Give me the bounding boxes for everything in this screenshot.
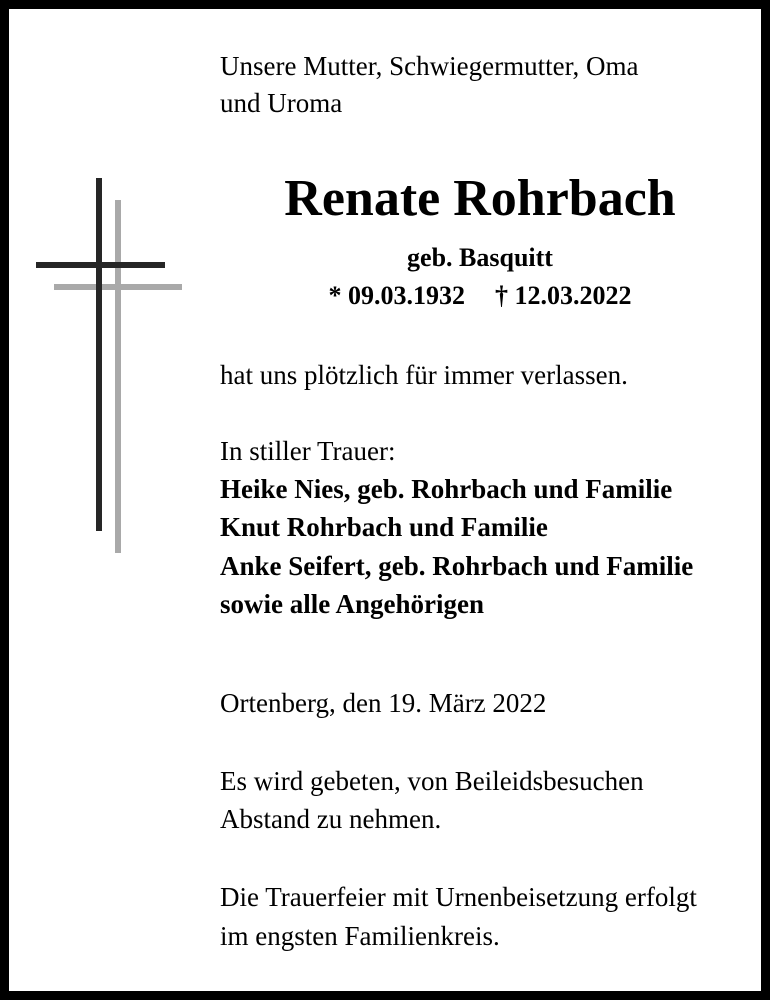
death-date: † 12.03.2022 [495,281,632,310]
intro-line-1: Unsere Mutter, Schwiegermutter, Oma [220,51,639,81]
mourner-name: Anke Seifert, geb. Rohrbach und Familie [220,551,694,581]
dark-cross-vertical [96,178,102,531]
message: hat uns plötzlich für immer verlassen. [220,360,628,390]
mourners-heading: In stiller Trauer: [220,436,396,466]
funeral-line-1: Die Trauerfeier mit Urnenbeisetzung erfolgt [220,882,697,912]
birth-date: * 09.03.1932 [328,281,465,310]
mourner-name: sowie alle Angehörigen [220,589,484,619]
intro-line-2: und Uroma [220,88,343,118]
light-cross-vertical [115,200,121,553]
funeral-line-2: im engsten Familienkreis. [220,921,500,951]
birth-name: geb. Basquitt [407,243,553,272]
deceased-name: Renate Rohrbach [284,170,676,227]
request-line-2: Abstand zu nehmen. [220,804,442,834]
request-line-1: Es wird gebeten, von Beileidsbesuchen [220,766,644,796]
place-date: Ortenberg, den 19. März 2022 [220,688,547,718]
dark-cross-horizontal [36,262,165,268]
light-cross-horizontal [54,284,182,290]
mourner-name: Heike Nies, geb. Rohrbach und Familie [220,474,673,504]
mourner-name: Knut Rohrbach und Familie [220,512,548,542]
life-dates [200,278,760,314]
